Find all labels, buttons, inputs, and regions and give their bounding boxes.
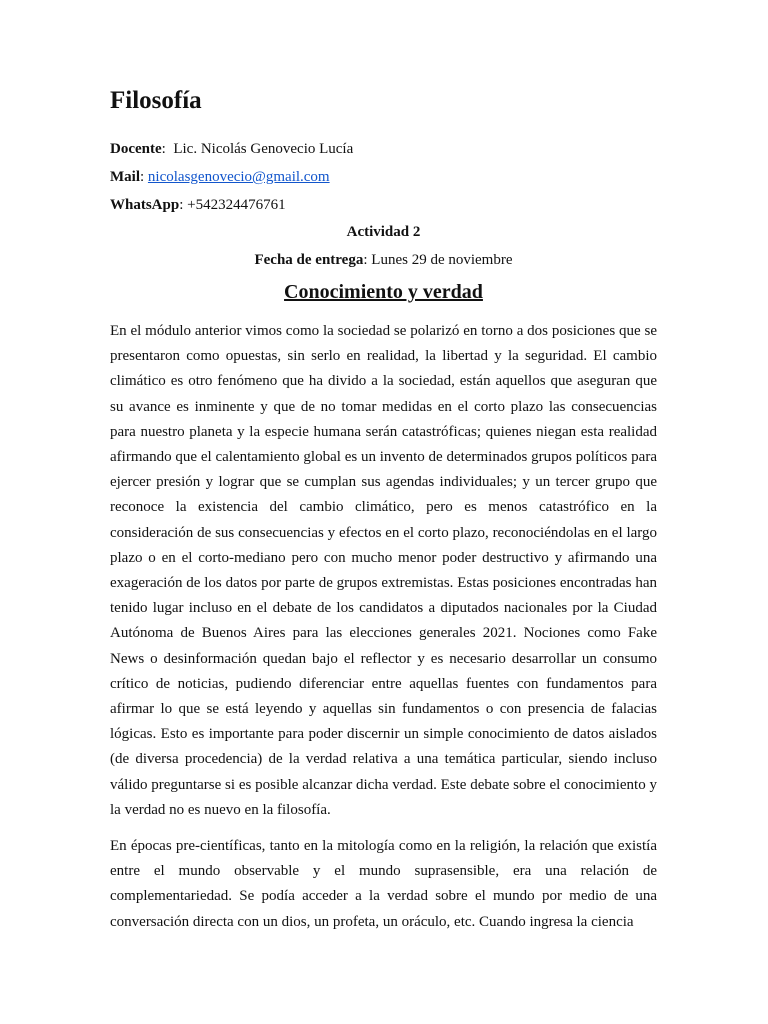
teacher-label: Docente xyxy=(110,141,162,157)
mail-line xyxy=(110,167,330,187)
due-date-line xyxy=(110,250,657,270)
teacher-line xyxy=(110,139,353,159)
teacher-separator: : xyxy=(161,141,174,157)
due-date-label: Fecha de entrega xyxy=(254,252,364,268)
whatsapp-line xyxy=(110,195,286,215)
section-heading: Conocimiento y verdad xyxy=(284,281,483,303)
teacher-name: Lic. Nicolás Genovecio Lucía xyxy=(173,141,354,157)
due-date-separator: : xyxy=(363,252,372,268)
body-paragraph: En el módulo anterior vimos como la sociedad se polarizó en torno a dos posiciones que se presentaron como opuestas, sin serlo en realidad, la libertad y la seguridad. El cambio climático es otro fenómeno que ha divido a la sociedad, están aquellos que aseguran que su avance es inminente y que de no tomar medidas en el corto plazo las consecuencias para nuestro planeta y la especie humana serán catastróficas; quienes niegan esta realidad afirmando que el calentamiento global es un invento de determinados grupos políticos para ejercer presión y lograr que se cumplan sus agendas individuales; y un tercer grupo que reconoce la existencia del cambio climático, pero es menos catastrófico en la consideración de sus consecuencias y efectos en el corto plazo, reconociéndolas en el largo plazo o en el corto-mediano pero con mucho menor poder destructivo y afirmando una exageración de los datos por parte de grupos extremistas. Estas posiciones encontradas han tenido lugar incluso en el debate de los candidatos a diputados nacionales por la Ciudad Autónoma de Buenos Aires para las elecciones generales 2021. Nociones como Fake News o desinformación quedan bajo el reflector y es necesario desarrollar un consumo crítico de noticias, pudiendo diferenciar entre aquellas fuentes con fundamentos para afirmar lo que se está leyendo y aquellas sin fundamentos o con presencia de falacias lógicas. Esto es importante para poder discernir un simple conocimiento de datos aislados (de diversa procedencia) de la verdad relativa a una temática particular, siendo incluso válido preguntarse si es posible alcanzar dicha verdad. Este debate sobre el conocimiento y la verdad no es nuevo en la filosofía. xyxy=(110,323,657,818)
body-paragraph: En épocas pre-científicas, tanto en la mitología como en la religión, la relación que existía entre el mundo observable y el mundo suprasensible, era una relación de complementariedad. Se podía acceder a la verdad sobre el mundo por medio de una conversación directa con un dios, un profeta, un oráculo, etc. Cuando ingresa la ciencia xyxy=(110,838,657,930)
document-title: Filosofía xyxy=(110,87,202,114)
mail-label: Mail xyxy=(110,169,140,185)
mail-separator: : xyxy=(140,169,148,185)
activity-title: Actividad 2 xyxy=(346,224,421,240)
whatsapp-separator: : xyxy=(179,197,188,213)
whatsapp-label: WhatsApp xyxy=(110,197,180,213)
due-date-value: Lunes 29 de noviembre xyxy=(371,252,513,268)
email-link[interactable]: nicolasgenovecio@gmail.com xyxy=(147,169,330,185)
whatsapp-number: +542324476761 xyxy=(187,197,286,213)
